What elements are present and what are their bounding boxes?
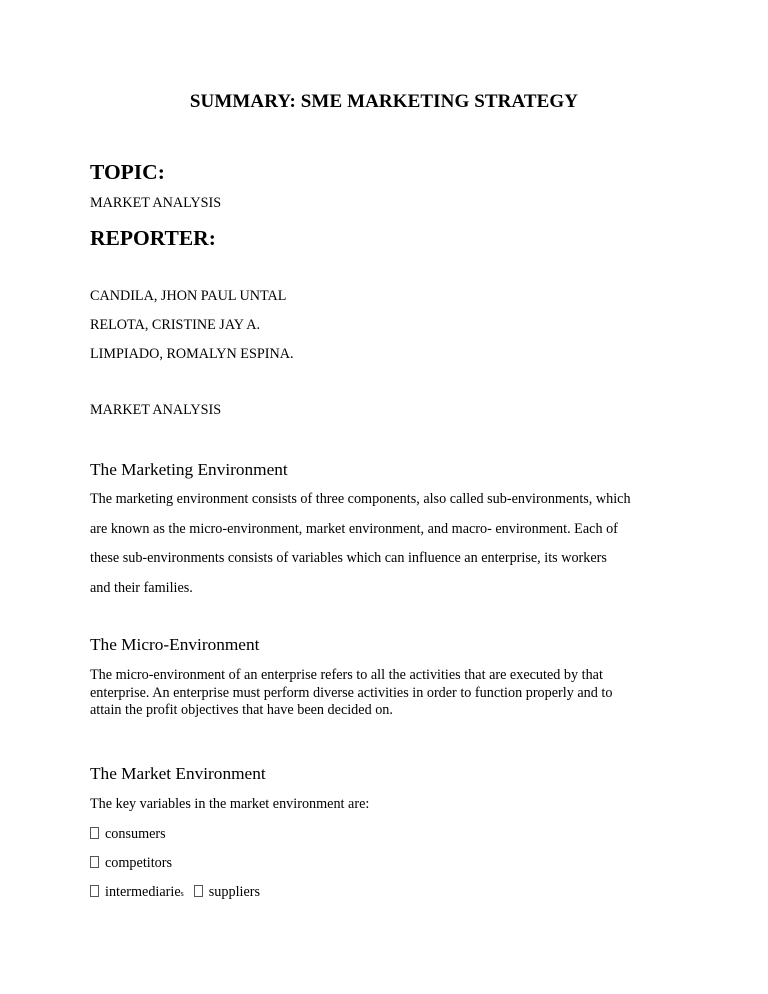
section-heading-marketing-environment: The Marketing Environment [90,460,288,479]
section-intro-market-environment: The key variables in the market environment are: [90,796,370,812]
document-title: SUMMARY: SME MARKETING STRATEGY [189,91,579,112]
bullet-item [90,855,172,872]
reporter-heading: REPORTER: [90,226,216,250]
reporter-name: CANDILA, JHON PAUL UNTAL [90,288,287,304]
bullet-box-icon [90,856,99,868]
bullet-text: consumers [105,826,166,842]
paragraph-line: these sub-environments consists of variables which can influence an enterprise, its workers [90,550,607,566]
section-heading-micro-environment: The Micro-Environment [90,635,260,654]
paragraph-line: The marketing environment consists of three components, also called sub-environments, which [90,491,631,507]
section-paragraph-micro-environment [90,667,680,720]
bullet-text-suffix: s [180,889,184,898]
paragraph-line: are known as the micro-environment, market environment, and macro- environment. Each of [90,520,618,537]
reporter-name: RELOTA, CRISTINE JAY A. [90,317,261,333]
paragraph-line: The micro-environment of an enterprise refers to all the activities that are executed by that [90,667,603,683]
section-heading-market-environment: The Market Environment [90,764,266,783]
bullet-text: competitors [105,855,172,871]
bullet-text: suppliers [208,884,260,900]
bullet-box-icon [194,885,203,897]
section-paragraph-marketing-environment [90,485,680,603]
bullet-box-icon [90,827,99,839]
bullet-item [90,826,166,843]
bullet-item [90,884,260,901]
paragraph-line: attain the profit objectives that have been decided on. [90,702,393,718]
topic-value: MARKET ANALYSIS [90,195,222,211]
paragraph-line: and their families. [90,579,193,596]
paragraph-line: enterprise. An enterprise must perform diverse activities in order to function properly and to [90,684,613,701]
topic-heading: TOPIC: [90,160,165,184]
reporter-name: LIMPIADO, ROMALYN ESPINA. [90,346,294,362]
bullet-box-icon [90,885,99,897]
bullet-text: intermediarie [105,884,181,900]
section-label: MARKET ANALYSIS [90,402,222,418]
